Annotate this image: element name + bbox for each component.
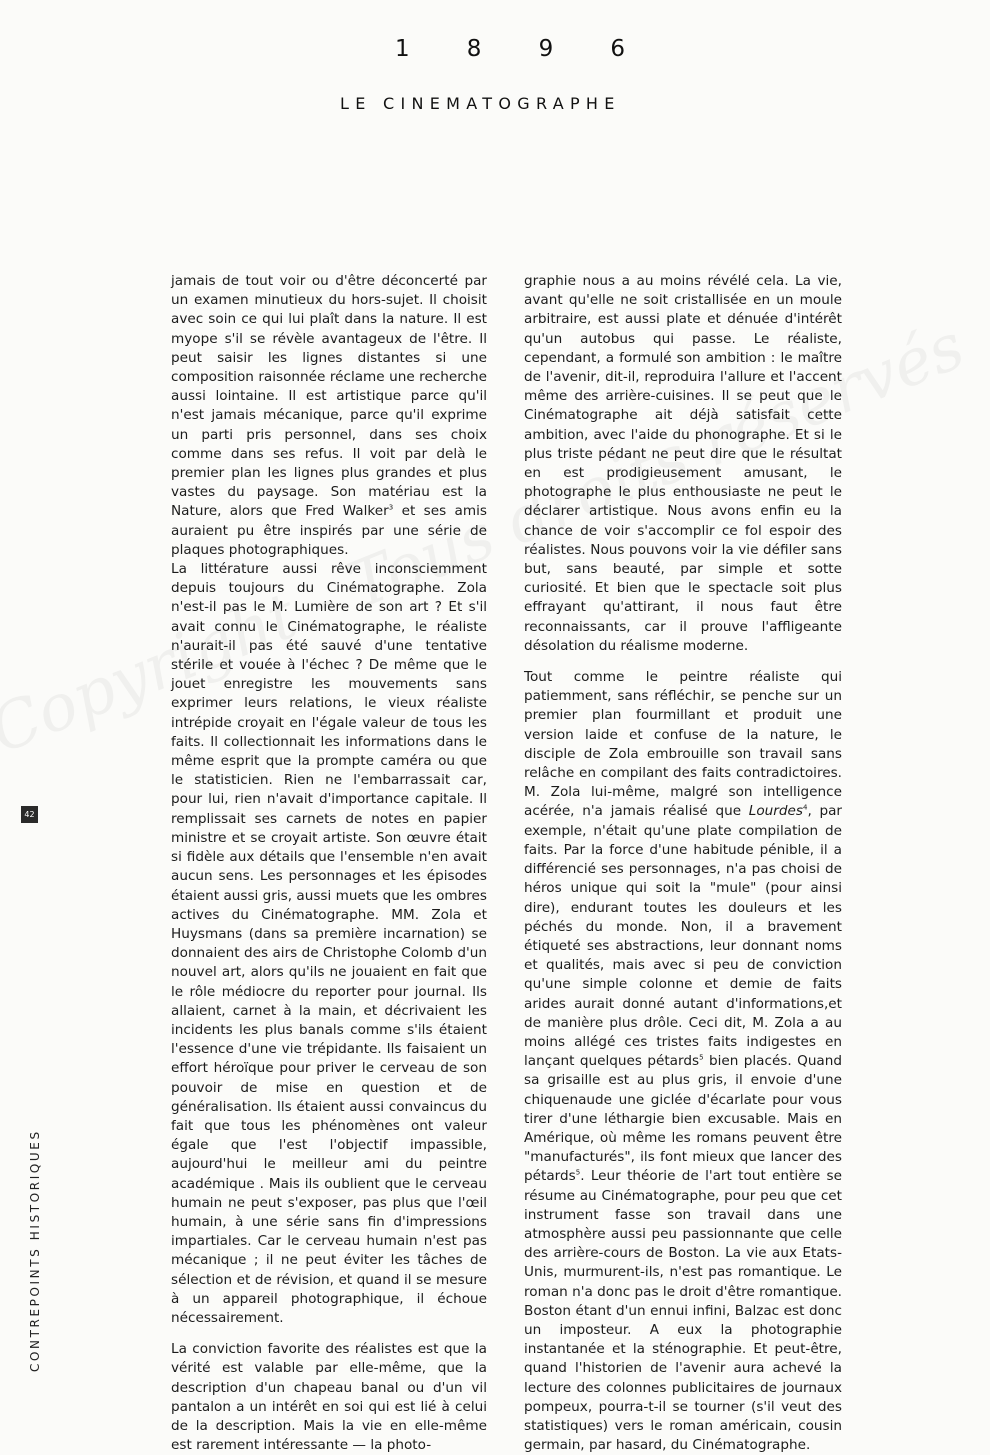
year-heading <box>395 36 625 62</box>
year-digit: 1 <box>395 36 410 62</box>
footnote-ref: 3 <box>388 503 394 512</box>
paragraph-text: jamais de tout voir ou d'être déconcerté par un examen minutieux du hors-sujet. Il choisit avec soin ce qui lui plaît dans la nature. Il est myope s'il se révèle avantageux de l'être. Il peut saisir les lignes distantes si une composition raisonnée réclame une recherche aussi lointaine. Il est artistique parce qu'il n'est jamais mécanique, parce qu'il exprime un parti pris personnel, dans ses choix comme dans ses refus. Il voit par delà le premier plan les lignes plus grandes et plus vastes du paysage. Son matériau est la Nature, alors que Fred Walker <box>171 273 487 520</box>
paragraph: La conviction favorite des réalistes est que la vérité est valable par elle-même, que la description d'un chapeau banal ou d'un vil pantalon a un intérêt en soi qui est lié à celui de la description. Mais la vie en elle-même est rarement intéressante — la photo- <box>171 1341 487 1454</box>
page-number-badge: 42 <box>21 806 38 823</box>
year-digit: 8 <box>466 36 482 62</box>
section-side-label: CONTREPOINTS HISTORIQUES <box>28 1129 42 1372</box>
article-title: LE CINEMATOGRAPHE <box>340 94 621 113</box>
paragraph-text: , par exemple, n'était qu'une plate compilation de faits. Par la force d'une habitude pénible, il a différencié ses personnages, n'a pas choisi de héros unique qui soit la "mule" (pour ainsi dire), endurant toutes les douleurs et les péchés du monde. Non, il a bravement étiqueté ses abstractions, leur donnant noms et qualités, mais avec si peu de conviction qu'une simple colonne et demie de faits arides aurait donné autant d'informations,et de manière plus drôle. Ceci dit, M. Zola a au moins allégé ces tristes faits indigestes en lançant quelques pétards <box>524 803 842 1070</box>
book-title: Lourdes <box>748 803 803 820</box>
paragraph-text: Tout comme le peintre réaliste qui patiemment, sans réfléchir, se penche sur un premier plan fourmillant et produit une version laide et confuse de la nature, le disciple de Zola embrouille son travail sans relâche en compilant des faits contradictoires. M. Zola lui-même, malgré son intelligence acérée, n'a jamais réalisé que <box>524 669 842 820</box>
footnote-ref: 5 <box>575 1168 581 1177</box>
year-digit: 9 <box>538 36 554 62</box>
paragraph <box>524 668 842 1455</box>
paragraph-text: bien placés. Quand sa grisaille est au plus gris, il envoie d'une chiquenaude une giclée d'écarlate pour vous tirer d'une léthargie bien excusable. Mais en Amérique, où même les romans peuvent être "manufacturés", ils font mieux que lancer des pétards <box>524 1053 843 1185</box>
paragraph-text: . Leur théorie de l'art tout entière se résume au Cinématographe, pour peu que cet instrument fasse son travail dans une atmosphère aussi peu passionnante que celle des arrière-cours de Boston. La vie aux Etats-Unis, murmurent-ils, n'est pas romantique. Le roman n'a donc pas le droit d'être romantique. Boston étant d'un ennui infini, Balzac est donc un imposteur. A eux la photographie instantanée et la sténographie. Et peut-être, quand l'historien de l'avenir aura achevé la lecture des colonnes publicitaires de journaux pompeux, pourra-t-il se tourner (s'il veut des statistiques) vers le roman américain, cousin germain, par hasard, du Cinématographe. <box>524 1168 842 1454</box>
paragraph <box>171 272 487 560</box>
year-digit: 6 <box>610 36 625 62</box>
right-text-column <box>524 272 842 1455</box>
paragraph-text: et ses amis auraient pu être inspirés par une série de plaques photographiques. <box>171 503 487 558</box>
left-text-column <box>171 272 487 1455</box>
paragraph: La littérature aussi rêve inconsciemment depuis toujours du Cinématographe. Zola n'est-il pas le M. Lumière de son art ? Et s'il avait connu le Cinématographe, le réaliste n'aurait-il pas été sauvé d'une tentative stérile et vouée à l'échec ? De même que le jouet enregistre les mouvements sans exprimer leurs relations, le vieux réaliste intrépide croyait en l'égale valeur de tous les faits. Il collectionnait les informations dans le même esprit que la prompte caméra ou que le statisticien. Rien ne l'embarrassait car, pour lui, rien n'avait d'importance capitale. Il remplissait ses carnets de notes en papier ministre et se croyait artiste. Son œuvre était si fidèle aux détails que l'ensemble n'en avait aucun sens. Les personnages et les épisodes étaient aussi gris, aussi muets que les ombres actives du Cinématographe. MM. Zola et Huysmans (dans sa première incarnation) se donnaient des airs de Christophe Colomb d'un nouvel art, alors qu'ils ne jouaient en fait que le rôle médiocre du reporter pour journal. Ils allaient, carnet à la main, et décrivaient les incidents les plus banals comme s'ils étaient l'essence d'une vie trépidante. Ils faisaient un effort héroïque pour priver le cerveau de son pouvoir de mise en question et de généralisation. Ils étaient aussi convaincus du fait que tous les phénomènes ont valeur égale que l'est l'objectif impassible, aujourd'hui le meilleur ami du peintre académique . Mais ils oublient que le cerveau humain ne peut s'exposer, pas plus que l'œil humain, à une série sans fin d'impressions impartiales. Car le cerveau humain n'est pas mécanique ; il ne peut éviter les tâches de sélection et de révision, et quand il se mesure à un appareil photographique, il échoue nécessairement. <box>171 561 487 1326</box>
paragraph: graphie nous a au moins révélé cela. La vie, avant qu'elle ne soit cristallisée en un moule arbitraire, est aussi plate et dénuée d'intérêt qu'un autobus qui passe. Le réaliste, cependant, a formulé son ambition : le maître de l'avenir, dit-il, reproduira l'allure et l'accent même des arrière-cuisines. Il se peut que le Cinématographe ait déjà satisfait cette ambition, avec l'aide du phonographe. Et si le plus triste pédant ne peut dire que le résultat en est prodigieusement amusant, le photographe le plus enthousiaste ne peut le déclarer artistique. Nous avons enfin eu la chance de voir s'accomplir ce fol espoir des réalistes. Nous pouvons voir la vie défiler sans but, sans beauté, par simple et sotte curiosité. Et bien que le spectacle soit plus effrayant qu'attirant, il nous faut être reconnaissants, car il prouve l'affligeante désolation du réalisme moderne. <box>524 273 842 654</box>
footnote-ref: 5 <box>699 1053 704 1062</box>
footnote-ref: 4 <box>802 803 808 812</box>
